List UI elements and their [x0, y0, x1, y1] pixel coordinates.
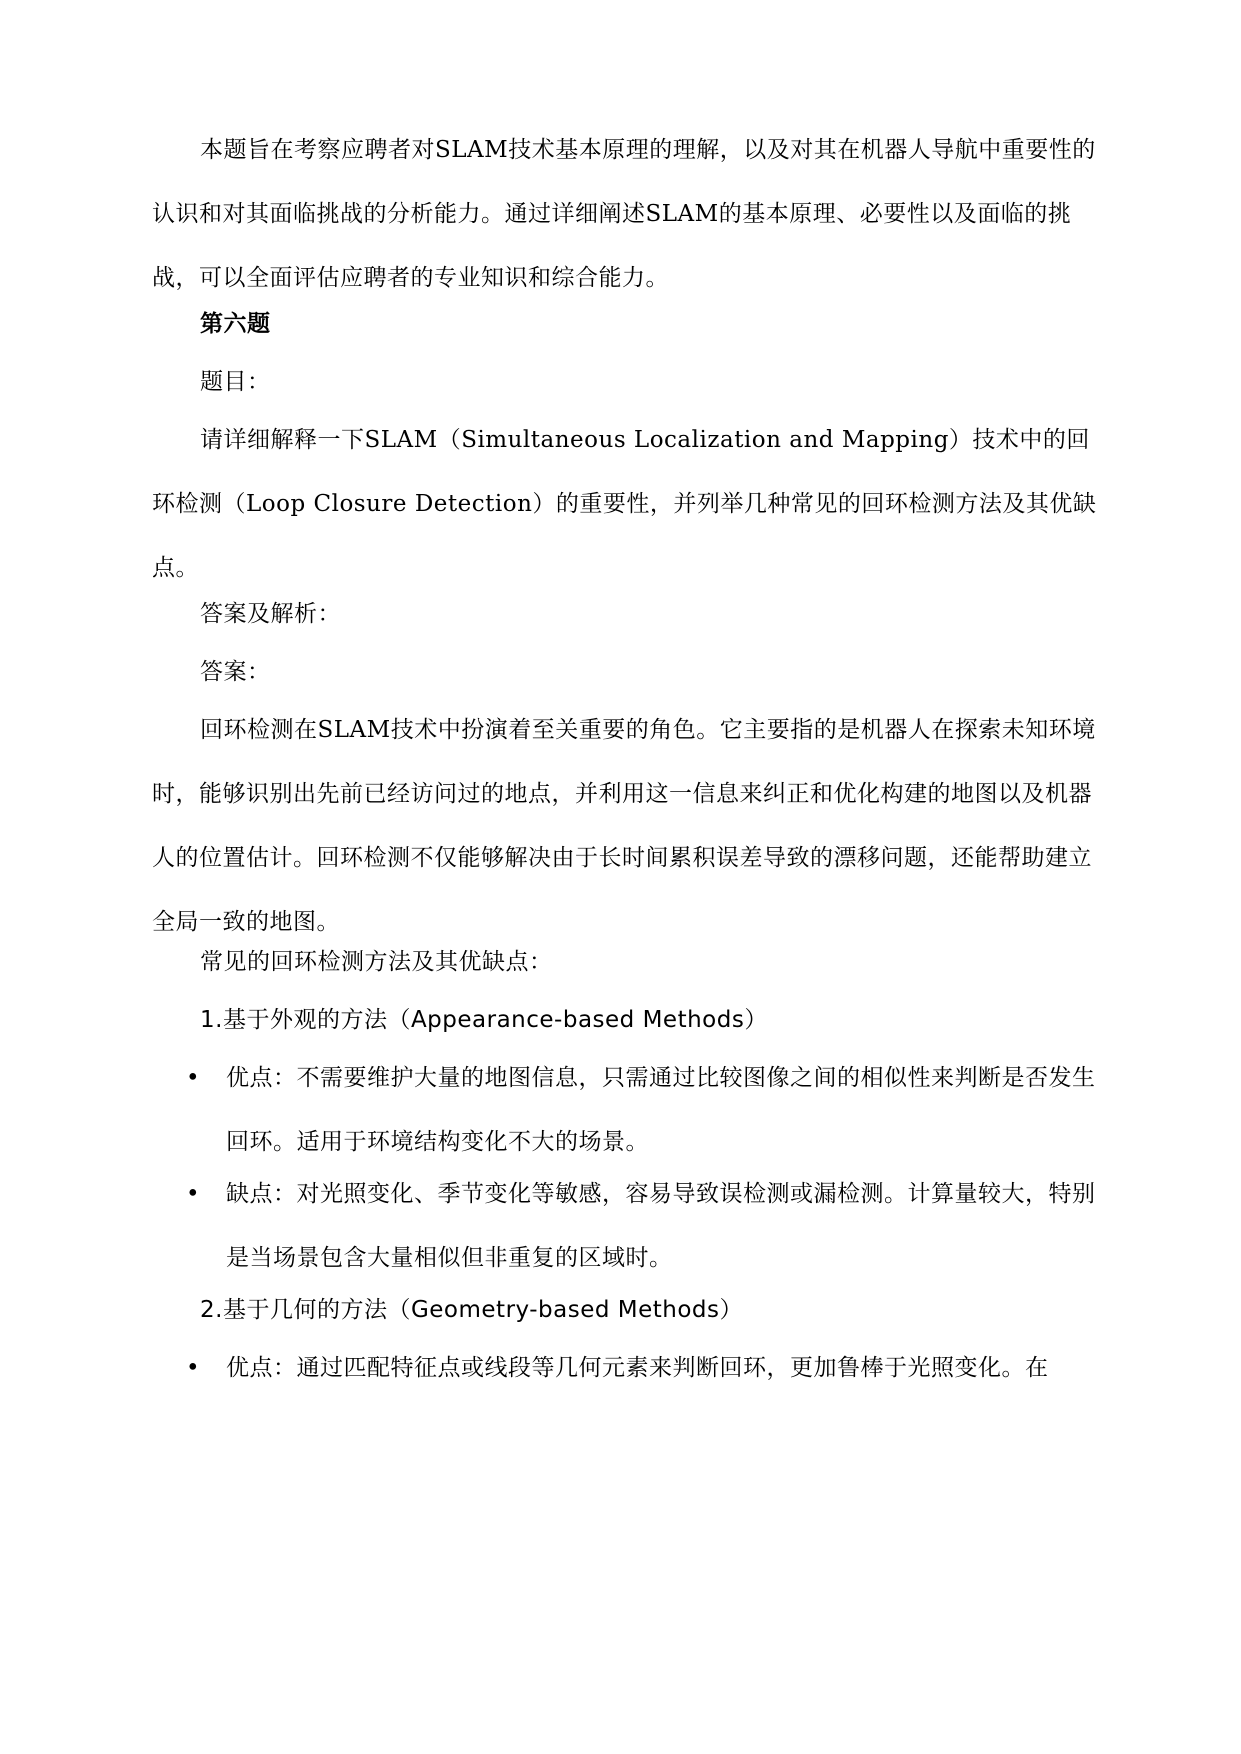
section-title: 第六题	[200, 310, 271, 337]
method2-pros: 优点：通过匹配特征点或线段等几何元素来判断回环，更加鲁棒于光照变化。在	[226, 1355, 1049, 1381]
question-text: 请详细解释一下SLAM（Simultaneous Localization and Mapping）技术中的回环检测（Loop Closure Detection）的重要性，并列举几种常见的回环检测方法及其优缺点。	[152, 427, 1097, 581]
method1-title: 1.基于外观的方法（Appearance-based Methods）	[200, 1007, 768, 1033]
method1-pros: 优点：不需要维护大量的地图信息，只需通过比较图像之间的相似性来判断是否发生回环。适用于环境结构变化不大的场景。	[226, 1065, 1096, 1155]
method2-title: 2.基于几何的方法（Geometry-based Methods）	[200, 1297, 744, 1323]
method1-cons: 缺点：对光照变化、季节变化等敏感，容易导致误检测或漏检测。计算量较大，特别是当场景包含大量相似但非重复的区域时。	[226, 1181, 1096, 1271]
bullet-marker: •	[186, 1065, 200, 1091]
answer-label: 答案：	[200, 659, 271, 685]
intro-paragraph: 本题旨在考察应聘者对SLAM技术基本原理的理解，以及对其在机器人导航中重要性的认识和对其面临挑战的分析能力。通过详细阐述SLAM的基本原理、必要性以及面临的挑战，可以全面评估应聘者的专业知识和综合能力。	[152, 137, 1096, 291]
bullet-marker: •	[186, 1181, 200, 1207]
bullet-marker: •	[186, 1355, 200, 1381]
answer-analysis-label: 答案及解析：	[200, 601, 341, 627]
methods-intro: 常见的回环检测方法及其优缺点：	[200, 949, 553, 975]
question-label: 题目：	[200, 369, 271, 395]
answer-paragraph: 回环检测在SLAM技术中扮演着至关重要的角色。它主要指的是机器人在探索未知环境时，能够识别出先前已经访问过的地点，并利用这一信息来纠正和优化构建的地图以及机器人的位置估计。回环检测不仅能够解决由于长时间累积误差导致的漂移问题，还能帮助建立全局一致的地图。	[152, 717, 1096, 935]
